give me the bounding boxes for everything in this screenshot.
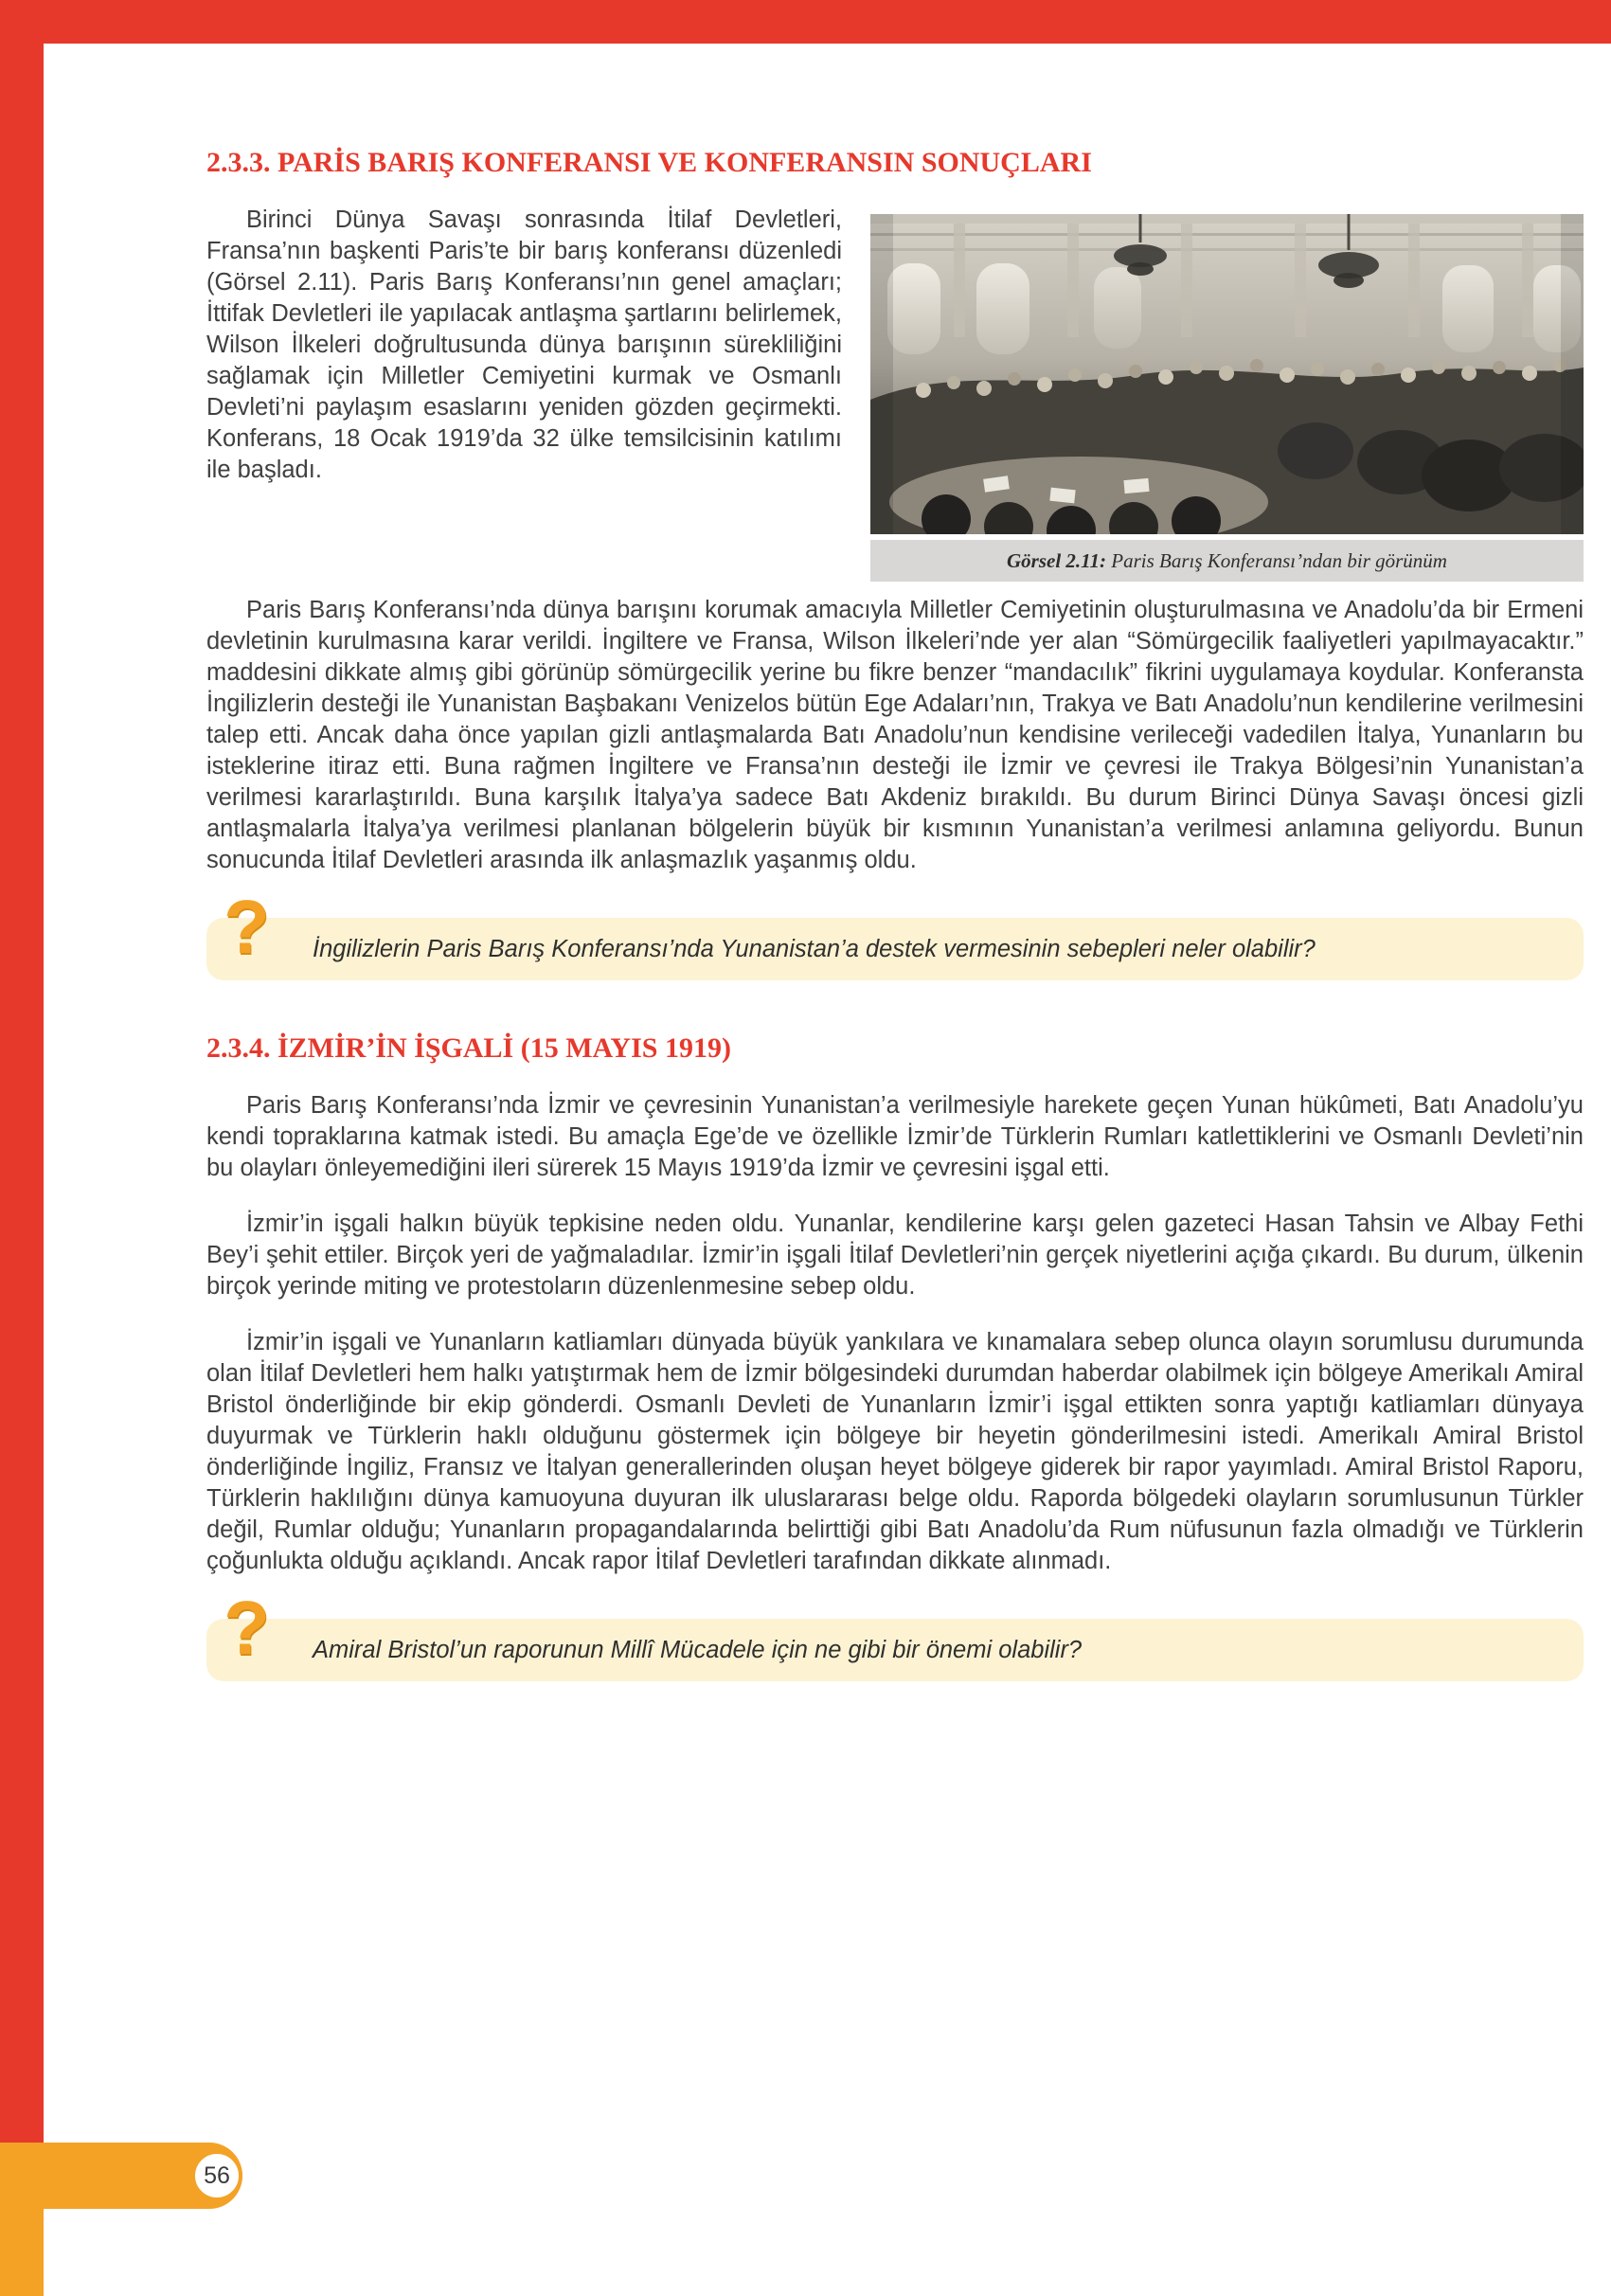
paragraph-conference-results: Paris Barış Konferansı’nda dünya barışını korumak amacıyla Milletler Cemiyetinin oluşturulmasına ve Anadolu’da bir Ermeni devletinin kurulmasına karar verildi. İngiltere ve Fransa, Wilson İlkeleri’nde yer alan “Sömürgecilik faaliyetleri yapılmayacaktır.” maddesini dikkate almış gibi görünüp sömürgecilik yerine bu fikre benzer “mandacılık” fikrini uygulamaya koydular. Konferansta İngilizlerin desteği ile Yunanistan Başbakanı Venizelos bütün Ege Adaları’nın, Trakya ve Batı Anadolu’nun kendilerine verilmesini talep etti. Ancak daha önce yapılan gizli antlaşmalarda Batı Anadolu’nun kendisine verileceği vadedilen İtalya, Yunanların bu isteklerine itiraz etti. Buna rağmen İngiltere ve Fransa’nın desteği ile İzmir ve çevresi ile Trakya Bölgesi’nin Yunanistan’a verilmesi kararlaştırıldı. Buna karşılık İtalya’ya sadece Batı Akdeniz bırakıldı. Bu durum Birinci Dünya Savaşı öncesi gizli antlaşmalarla İtalya’ya verilmesi planlanan bölgelerin büyük bir kısmının Yunanistan’a verilmesi anlamına geliyordu. Bunun sonucunda İtilaf Devletleri arasında ilk anlaşmazlık yaşanmış oldu. xyxy=(206,597,1584,873)
section-heading-paris-conference: 2.3.3. PARİS BARIŞ KONFERANSI VE KONFERANSIN SONUÇLARI xyxy=(206,147,1092,178)
section-heading-izmir-occupation: 2.3.4. İZMİR’İN İŞGALİ (15 MAYIS 1919) xyxy=(206,1032,731,1064)
question-box-1 xyxy=(206,885,1584,980)
question-box-2 xyxy=(206,1586,1584,1681)
paragraph-public-reaction: İzmir’in işgali halkın büyük tepkisine neden oldu. Yunanlar, kendilerine karşı gelen gazeteci Hasan Tahsin ve Albay Fethi Bey’i şehit ettiler. Birçok yeri de yağmaladılar. İzmir’in işgali İtilaf Devletleri’nin gerçek niyetlerini açığa çıkardı. Bu durum, ülkenin birçok yerinde miting ve protestoların düzenlenmesine sebep oldu. xyxy=(206,1211,1584,1300)
figure-caption-label: Görsel 2.11: xyxy=(1007,549,1107,572)
figure-caption-text: Paris Barış Konferansı’ndan bir görünüm xyxy=(1106,549,1447,572)
paris-conference-photo xyxy=(870,214,1584,534)
figure-caption xyxy=(870,540,1584,582)
question-text-1: İngilizlerin Paris Barış Konferansı’nda Yunanistan’a destek vermesinin sebepleri neler olabilir? xyxy=(313,936,1316,962)
paragraph-izmir-occupation: Paris Barış Konferansı’nda İzmir ve çevresinin Yunanistan’a verilmesiyle harekete geçen Yunan hükûmeti, Batı Anadolu’yu kendi topraklarına katmak istedi. Bu amaçla Ege’de ve özellikle İzmir’de Türklerin Rumları katlettiklerini ve Osmanlı Devleti’nin bu olayları önleyemediğini ileri sürerek 15 Mayıs 1919’da İzmir ve çevresini işgal etti. xyxy=(206,1092,1584,1181)
paragraph-bristol-report: İzmir’in işgali ve Yunanların katliamları dünyada büyük yankılara ve kınamalara sebep olunca olayın sorumlusu durumunda olan İtilaf Devletleri hem halkı yatıştırmak hem de İzmir bölgesindeki durumdan haberdar olabilmek için bölgeye Amerikalı Amiral Bristol önderliğinde bir ekip gönderdi. Osmanlı Devleti de Yunanların İzmir’i işgal ettikten sonra yaptığı katliamları dünyaya duyurmak ve Türklerin haklı olduğunu göstermek için bölgeye bir heyetin gönderilmesini istedi. Amerikalı Amiral Bristol önderliğinde İngiliz, Fransız ve İtalyan generallerinden oluşan heyet bölgeye giderek bir rapor yayımladı. Amiral Bristol Raporu, Türklerin haklılığını dünya kamuoyuna duyuran ilk uluslararası belge oldu. Raporda bölgedeki olayların sorumlusunun Türkler değil, Rumlar olduğu; Yunanların propagandalarında belirttiği gibi Batı Anadolu’da Rum nüfusunun fazla olmadığı ve Türklerin çoğunlukta olduğu açıklandı. Ancak rapor İtilaf Devletleri tarafından dikkate alınmadı. xyxy=(206,1329,1584,1574)
top-red-bar xyxy=(0,0,1611,44)
intro-block xyxy=(206,205,1584,572)
question-text-2: Amiral Bristol’un raporunun Millî Mücadele için ne gibi bir önemi olabilir? xyxy=(313,1637,1083,1663)
page-content xyxy=(206,44,1584,1731)
left-red-bar xyxy=(0,0,44,2296)
question-mark-icon: ? xyxy=(224,1586,270,1670)
question-mark-icon: ? xyxy=(224,885,270,969)
figure-gorsel-2-11 xyxy=(870,214,1584,582)
paragraph-conference-intro: Birinci Dünya Savaşı sonrasında İtilaf Devletleri, Fransa’nın başkenti Paris’te bir barış konferansı düzenledi (Görsel 2.11). Paris Barış Konferansı’nın genel amaçları; İttifak Devletleri ile yapılacak antlaşma şartlarını belirlemek, Wilson İlkeleri doğrultusunda dünya barışının sürekliliğini sağlamak için Milletler Cemiyetini kurmak ve Osmanlı Devleti’ni paylaşım esaslarını yeniden gözden geçirmekti. Konferans, 18 Ocak 1919’da 32 ülke temsilcisinin katılımı ile başladı. xyxy=(206,206,842,483)
page-number: 56 xyxy=(204,2161,230,2189)
page-number-badge xyxy=(191,2150,242,2201)
